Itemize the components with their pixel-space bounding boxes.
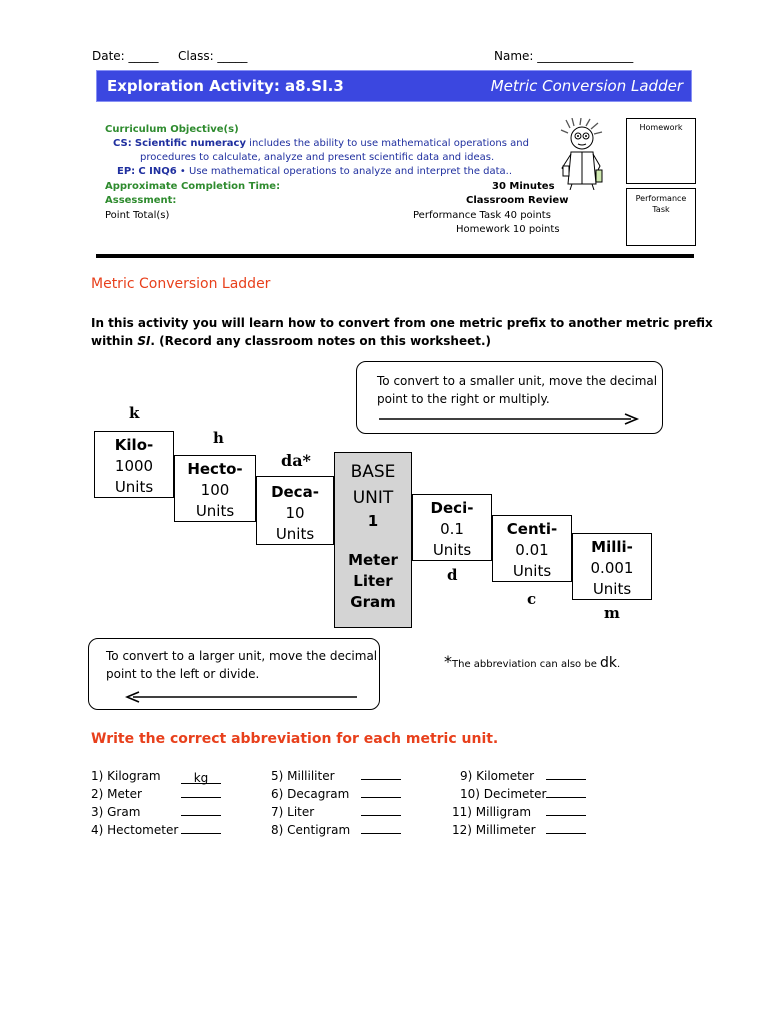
assessment-value: Classroom Review xyxy=(466,195,569,206)
answer-blank[interactable] xyxy=(546,787,586,801)
answer-blank[interactable] xyxy=(546,823,586,837)
step-centi xyxy=(492,515,572,582)
callout-smaller-unit xyxy=(356,361,663,434)
abbr-deci: d xyxy=(447,566,458,584)
cs-text-1: includes the ability to use mathematical operations and xyxy=(249,138,529,149)
answer-blank[interactable] xyxy=(181,787,221,801)
centi-value: 0.01 xyxy=(515,541,549,559)
ep-label: EP: xyxy=(117,166,136,177)
base-line2: UNIT xyxy=(352,488,394,508)
question-label: 1) Kilogram xyxy=(91,769,161,783)
footnote-end: . xyxy=(617,659,621,670)
base-liter: Liter xyxy=(353,572,393,590)
points-label: Point Total(s) xyxy=(105,210,170,221)
time-label: Approximate Completion Time: xyxy=(105,181,281,192)
intro-line-2 xyxy=(91,334,491,348)
answer-blank[interactable] xyxy=(181,805,221,819)
deca-value: 10 xyxy=(285,504,305,522)
question-label: 2) Meter xyxy=(91,787,142,801)
time-value: 30 Minutes xyxy=(492,181,555,192)
ep-line xyxy=(117,166,512,177)
callout-larger-line2: point to the left or divide. xyxy=(106,667,260,681)
intro-2c: . (Record any classroom notes on this worksheet.) xyxy=(150,334,492,348)
step-hecto xyxy=(174,455,256,522)
abbr-centi: c xyxy=(527,590,537,608)
right-arrow-icon xyxy=(379,412,641,426)
kilo-name: Kilo- xyxy=(114,436,154,454)
footnote-abbr: dk xyxy=(600,655,618,671)
footnote xyxy=(444,652,620,671)
cs-text-2: procedures to calculate, analyze and present scientific data and ideas. xyxy=(140,152,495,163)
deca-units: Units xyxy=(275,525,315,543)
homework-label: Homework xyxy=(639,123,683,132)
date-field: Date: _____ xyxy=(92,49,159,63)
deci-name: Deci- xyxy=(430,499,474,517)
scientist-mascot-icon xyxy=(560,118,606,190)
kilo-units: Units xyxy=(114,478,154,496)
cs-label: CS: xyxy=(113,138,132,149)
performance-label: Performance Task xyxy=(635,194,687,214)
callout-smaller-line2: point to the right or multiply. xyxy=(377,392,550,406)
question-label: 5) Milliliter xyxy=(271,769,335,783)
answer-blank[interactable] xyxy=(361,805,401,819)
answer-blank[interactable] xyxy=(181,823,221,837)
deca-name: Deca- xyxy=(271,483,319,501)
question-label: 8) Centigram xyxy=(271,823,351,837)
intro-2a: within xyxy=(91,334,138,348)
section-divider xyxy=(96,254,694,258)
ep-bold: C INQ6 xyxy=(138,166,177,177)
assessment-label: Assessment: xyxy=(105,195,177,206)
step-base-unit xyxy=(334,452,412,628)
callout-larger-unit xyxy=(88,638,380,710)
question-label: 12) Millimeter xyxy=(452,823,536,837)
answer-blank[interactable] xyxy=(361,787,401,801)
step-milli xyxy=(572,533,652,600)
deci-units: Units xyxy=(432,541,472,559)
homework-box xyxy=(626,118,696,184)
abbr-deca: da* xyxy=(281,451,311,470)
section-title-ladder: Metric Conversion Ladder xyxy=(91,276,271,292)
question-label: 9) Kilometer xyxy=(460,769,535,783)
cs-bold: Scientific numeracy xyxy=(134,138,246,149)
cs-line xyxy=(113,138,529,149)
callout-larger-line1: To convert to a larger unit, move the decimal xyxy=(106,649,378,663)
abbr-kilo: k xyxy=(129,404,140,422)
activity-subtitle: Metric Conversion Ladder xyxy=(490,77,683,95)
curriculum-heading: Curriculum Objective(s) xyxy=(105,124,239,135)
section-title-abbreviations: Write the correct abbreviation for each metric unit. xyxy=(91,731,499,747)
base-meter: Meter xyxy=(348,551,398,569)
points-performance: Performance Task 40 points xyxy=(413,210,551,221)
step-deca xyxy=(256,476,334,545)
centi-name: Centi- xyxy=(506,520,558,538)
answer-blank[interactable] xyxy=(546,769,586,783)
activity-title: Exploration Activity: a8.SI.3 xyxy=(107,77,344,95)
base-line3: 1 xyxy=(367,512,379,530)
intro-line-1: In this activity you will learn how to convert from one metric prefix to another metric prefix xyxy=(91,316,713,330)
callout-smaller-line1: To convert to a smaller unit, move the decimal xyxy=(377,374,658,388)
performance-box xyxy=(626,188,696,246)
question-label: 3) Gram xyxy=(91,805,141,819)
answer-blank[interactable] xyxy=(181,769,221,784)
title-banner xyxy=(96,70,692,102)
abbr-hecto: h xyxy=(213,429,224,447)
centi-units: Units xyxy=(512,562,552,580)
base-gram: Gram xyxy=(350,593,396,611)
deci-value: 0.1 xyxy=(440,520,464,538)
question-label: 10) Decimeter xyxy=(460,787,547,801)
ep-text: • Use mathematical operations to analyze and interpret the data.. xyxy=(179,166,513,177)
answer-text: kg xyxy=(193,771,209,785)
milli-value: 0.001 xyxy=(590,559,634,577)
question-label: 11) Milligram xyxy=(452,805,532,819)
footnote-star: * xyxy=(444,652,452,671)
step-kilo xyxy=(94,431,174,498)
name-field: Name: ________________ xyxy=(494,49,634,63)
answer-blank[interactable] xyxy=(361,823,401,837)
question-label: 4) Hectometer xyxy=(91,823,179,837)
milli-units: Units xyxy=(592,580,632,598)
left-arrow-icon xyxy=(125,690,361,704)
intro-2b: SI xyxy=(137,334,151,348)
points-homework: Homework 10 points xyxy=(456,224,560,235)
hecto-units: Units xyxy=(195,502,235,520)
footnote-text: The abbreviation can also be xyxy=(452,659,601,670)
milli-name: Milli- xyxy=(591,538,633,556)
answer-blank[interactable] xyxy=(546,805,586,819)
class-field: Class: _____ xyxy=(178,49,248,63)
question-label: 6) Decagram xyxy=(271,787,350,801)
hecto-name: Hecto- xyxy=(187,460,243,478)
hecto-value: 100 xyxy=(200,481,230,499)
step-deci xyxy=(412,494,492,561)
abbr-milli: m xyxy=(604,604,620,622)
answer-blank[interactable] xyxy=(361,769,401,783)
kilo-value: 1000 xyxy=(114,457,154,475)
question-label: 7) Liter xyxy=(271,805,315,819)
base-line1: BASE xyxy=(350,462,396,482)
